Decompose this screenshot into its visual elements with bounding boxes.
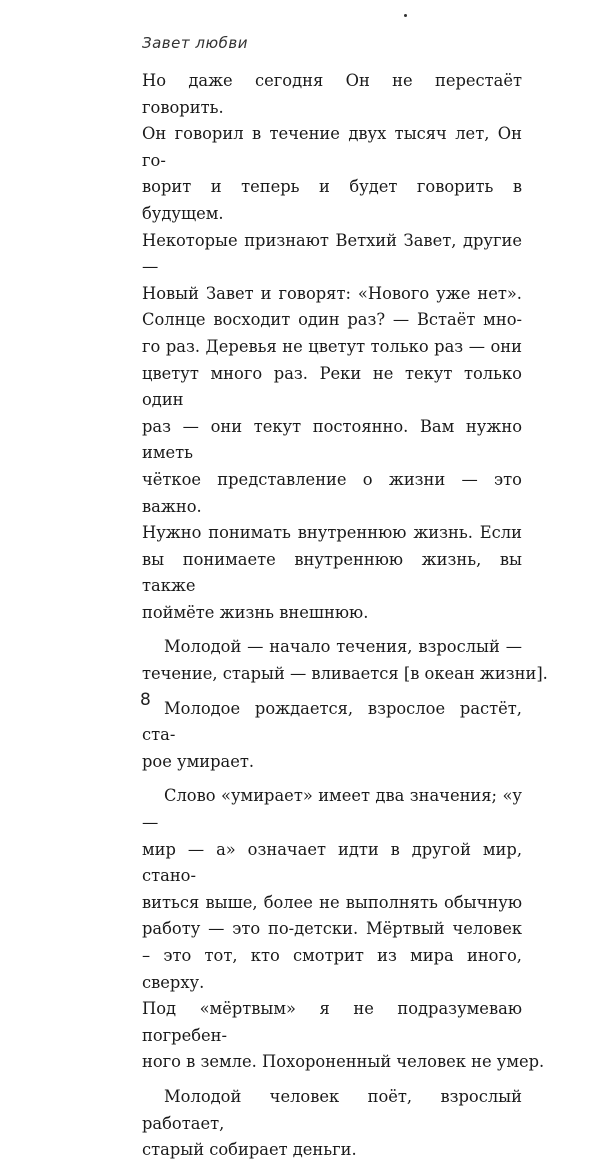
- text-line: Под «мёртвым» я не подразумеваю погребен-: [142, 999, 522, 1045]
- text-line: Молодой человек поёт, взрослый работает,: [142, 1086, 522, 1133]
- text-line: Солнце восходит один раз? — Встаёт мно-: [142, 310, 522, 330]
- text-line: Новый Завет и говорят: «Нового уже нет».: [142, 283, 522, 303]
- paragraph-5: [142, 1084, 522, 1164]
- text-line: работу — это по-детски. Мёртвый человек: [142, 919, 522, 939]
- text-line: го раз. Деревья не цветут только раз — они: [142, 336, 522, 356]
- page-number: 8: [140, 690, 151, 710]
- text-line: виться выше, более не выполнять обычную: [142, 892, 522, 912]
- text-line: мир — а» означает идти в другой мир, стано-: [142, 839, 522, 886]
- paragraph-1: [142, 68, 522, 626]
- text-line: ного в земле. Похороненный человек не умер.: [142, 1052, 545, 1072]
- text-line: рое умирает.: [142, 751, 255, 771]
- scan-dot: [404, 14, 407, 17]
- text-line: цветут много раз. Реки не текут только один: [142, 363, 522, 410]
- text-line: чёткое представление о жизни — это важно.: [142, 469, 522, 516]
- text-line: поймёте жизнь внешнюю.: [142, 602, 369, 622]
- text-line: ворит и теперь и будет говорить в будущем.: [142, 177, 522, 223]
- text-line: Он говорил в течение двух тысяч лет, Он го-: [142, 124, 522, 170]
- text-line: течение, старый — вливается [в океан жизни].: [142, 664, 548, 684]
- paragraph-3: [142, 696, 522, 776]
- text-line: старый собирает деньги.: [142, 1140, 357, 1160]
- text-line: – это тот, кто смотрит из мира иного, сверху.: [142, 946, 522, 992]
- body-text: [142, 68, 548, 1164]
- text-line: Некоторые признают Ветхий Завет, другие —: [142, 230, 522, 277]
- text-line: раз — они текут постоянно. Вам нужно иметь: [142, 416, 522, 463]
- text-line: Слово «умирает» имеет два значения; «у —: [142, 786, 522, 833]
- text-line: Молодое рождается, взрослое растёт, ста-: [142, 698, 522, 745]
- text-line: Но даже сегодня Он не перестаёт говорить.: [142, 71, 522, 117]
- text-line: Нужно понимать внутреннюю жизнь. Если: [142, 523, 522, 543]
- paragraph-4: [142, 783, 545, 1076]
- text-line: вы понимаете внутреннюю жизнь, вы также: [142, 549, 522, 596]
- running-header: Завет любви: [142, 34, 248, 52]
- paragraph-2: [142, 634, 548, 687]
- text-line: Молодой — начало течения, взрослый —: [164, 637, 522, 657]
